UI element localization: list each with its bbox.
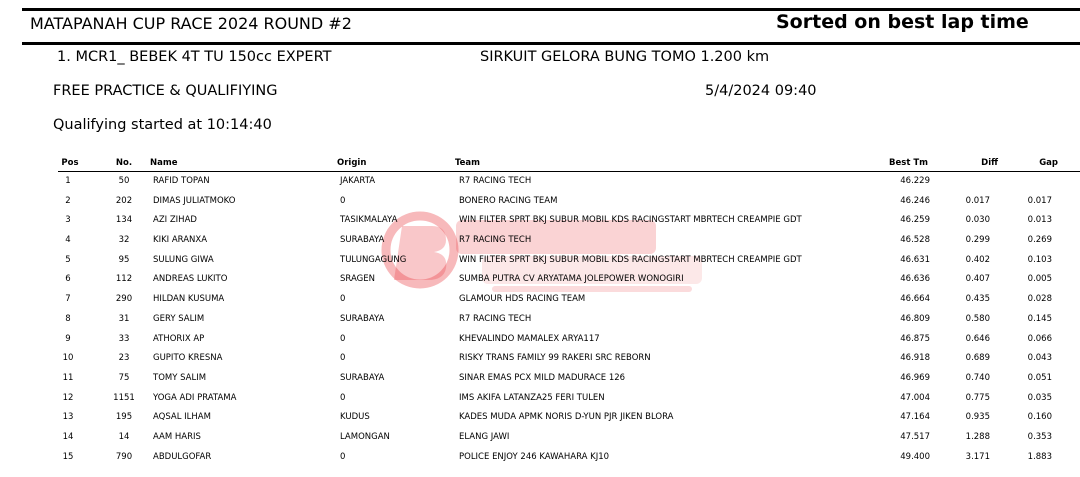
- event-title: MATAPANAH CUP RACE 2024 ROUND #2: [30, 14, 352, 33]
- cell-pos: 7: [65, 294, 71, 305]
- cell-origin: KUDUS: [340, 412, 370, 423]
- cell-pos: 3: [65, 215, 71, 226]
- col-header-no: No.: [115, 158, 133, 168]
- cell-best-time: 46.229: [900, 176, 930, 186]
- cell-number: 112: [115, 274, 133, 285]
- table-row: [0, 172, 1080, 192]
- cell-origin: 0: [340, 353, 346, 364]
- cell-number: 31: [118, 313, 130, 324]
- cell-best-time: 46.918: [900, 353, 930, 364]
- cell-origin: 0: [340, 195, 346, 206]
- cell-origin: JAKARTA: [340, 176, 376, 186]
- cell-team: RISKY TRANS FAMILY 99 RAKERI SRC REBORN: [459, 353, 651, 364]
- cell-diff: 0.402: [965, 254, 990, 265]
- cell-origin: TULUNGAGUNG: [340, 254, 407, 265]
- cell-diff: 0.646: [965, 333, 990, 344]
- cell-best-time: 46.246: [900, 195, 930, 206]
- table-row: [0, 270, 1080, 290]
- cell-number: 202: [115, 195, 133, 206]
- cell-diff: 0.580: [965, 313, 990, 324]
- class-name: 1. MCR1_ BEBEK 4T TU 150cc EXPERT: [57, 49, 332, 65]
- cell-pos: 14: [62, 431, 74, 442]
- cell-gap: 1.883: [1027, 451, 1052, 462]
- cell-team: R7 RACING TECH: [459, 313, 532, 324]
- cell-pos: 8: [65, 313, 71, 324]
- cell-name: ATHORIX AP: [153, 333, 205, 344]
- cell-name: HILDAN KUSUMA: [153, 294, 225, 305]
- cell-origin: SRAGEN: [340, 274, 375, 285]
- cell-team: BONERO RACING TEAM: [459, 195, 558, 206]
- cell-number: 195: [115, 412, 133, 423]
- qualifying-start: Qualifying started at 10:14:40: [53, 117, 272, 133]
- cell-number: 14: [118, 431, 130, 442]
- cell-name: GERY SALIM: [153, 313, 205, 324]
- cell-gap: 0.005: [1027, 274, 1052, 285]
- sort-label: Sorted on best lap time: [776, 11, 1029, 33]
- cell-name: AAM HARIS: [153, 431, 201, 442]
- cell-origin: 0: [340, 392, 346, 403]
- results-table: [0, 155, 1080, 467]
- cell-name: AZI ZIHAD: [153, 215, 197, 226]
- cell-number: 75: [118, 372, 130, 383]
- cell-best-time: 46.631: [900, 254, 930, 265]
- cell-gap: 0.028: [1027, 294, 1052, 305]
- cell-diff: 0.030: [965, 215, 990, 226]
- cell-gap: 0.145: [1027, 313, 1052, 324]
- cell-name: SULUNG GIWA: [153, 254, 214, 265]
- cell-best-time: 46.809: [900, 313, 930, 324]
- table-row: [0, 448, 1080, 468]
- cell-team: R7 RACING TECH: [459, 176, 532, 186]
- table-row: [0, 408, 1080, 428]
- cell-best-time: 46.259: [900, 215, 930, 226]
- cell-team: IMS AKIFA LATANZA25 FERI TULEN: [459, 392, 605, 403]
- cell-number: 134: [115, 215, 133, 226]
- cell-best-time: 47.517: [900, 431, 930, 442]
- cell-pos: 4: [65, 235, 71, 246]
- cell-team: GLAMOUR HDS RACING TEAM: [459, 294, 586, 305]
- col-header-name: Name: [150, 158, 178, 168]
- cell-team: WIN FILTER SPRT BKJ SUBUR MOBIL KDS RACINGSTART MBRTECH CREAMPIE GDT: [459, 254, 802, 265]
- cell-number: 1151: [113, 392, 135, 403]
- table-row: [0, 330, 1080, 350]
- cell-team: KADES MUDA APMK NORIS D-YUN PJR JIKEN BLORA: [459, 412, 674, 423]
- col-header-best-time: Best Tm: [889, 158, 928, 168]
- cell-number: 95: [118, 254, 130, 265]
- cell-diff: 0.017: [965, 195, 990, 206]
- cell-gap: 0.043: [1027, 353, 1052, 364]
- cell-gap: 0.160: [1027, 412, 1052, 423]
- table-row: [0, 231, 1080, 251]
- cell-origin: LAMONGAN: [340, 431, 390, 442]
- cell-origin: SURABAYA: [340, 372, 385, 383]
- cell-team: POLICE ENJOY 246 KAWAHARA KJ10: [459, 451, 610, 462]
- cell-diff: 0.740: [965, 372, 990, 383]
- cell-name: YOGA ADI PRATAMA: [153, 392, 237, 403]
- cell-best-time: 47.004: [900, 392, 930, 403]
- cell-number: 23: [118, 353, 130, 364]
- cell-name: AQSAL ILHAM: [153, 412, 211, 423]
- cell-gap: 0.017: [1027, 195, 1052, 206]
- col-header-gap: Gap: [1039, 158, 1058, 168]
- cell-team: SINAR EMAS PCX MILD MADURACE 126: [459, 372, 626, 383]
- cell-diff: 0.775: [965, 392, 990, 403]
- session-datetime: 5/4/2024 09:40: [705, 83, 817, 99]
- cell-pos: 1: [65, 176, 71, 186]
- table-row: [0, 290, 1080, 310]
- cell-best-time: 46.528: [900, 235, 930, 246]
- cell-team: KHEVALINDO MAMALEX ARYA117: [459, 333, 600, 344]
- table-row: [0, 211, 1080, 231]
- cell-best-time: 46.636: [900, 274, 930, 285]
- cell-best-time: 46.969: [900, 372, 930, 383]
- header-rule: [22, 42, 1080, 45]
- cell-origin: SURABAYA: [340, 313, 385, 324]
- session-name: FREE PRACTICE & QUALIFIYING: [53, 83, 278, 99]
- cell-origin: 0: [340, 294, 346, 305]
- table-row: [0, 251, 1080, 271]
- cell-number: 33: [118, 333, 130, 344]
- cell-pos: 6: [65, 274, 71, 285]
- cell-origin: 0: [340, 451, 346, 462]
- cell-pos: 15: [62, 451, 74, 462]
- cell-diff: 0.299: [965, 235, 990, 246]
- col-header-team: Team: [455, 158, 481, 168]
- cell-gap: 0.269: [1027, 235, 1052, 246]
- table-header-row: [0, 155, 1080, 172]
- cell-best-time: 46.875: [900, 333, 930, 344]
- table-body: [0, 172, 1080, 467]
- cell-pos: 5: [65, 254, 71, 265]
- cell-name: GUPITO KRESNA: [153, 353, 223, 364]
- cell-origin: 0: [340, 333, 346, 344]
- col-header-diff: Diff: [981, 158, 998, 168]
- cell-name: ABDULGOFAR: [153, 451, 212, 462]
- cell-origin: TASIKMALAYA: [340, 215, 398, 226]
- cell-team: ELANG JAWI: [459, 431, 510, 442]
- cell-pos: 11: [62, 372, 74, 383]
- cell-pos: 12: [62, 392, 74, 403]
- cell-pos: 2: [65, 195, 71, 206]
- cell-pos: 9: [65, 333, 71, 344]
- table-row: [0, 192, 1080, 212]
- table-row: [0, 349, 1080, 369]
- col-header-origin: Origin: [337, 158, 367, 168]
- cell-diff: 0.407: [965, 274, 990, 285]
- cell-pos: 13: [62, 412, 74, 423]
- table-row: [0, 389, 1080, 409]
- cell-pos: 10: [62, 353, 74, 364]
- cell-name: TOMY SALIM: [153, 372, 207, 383]
- cell-number: 50: [118, 176, 130, 186]
- cell-name: ANDREAS LUKITO: [153, 274, 228, 285]
- table-row: [0, 428, 1080, 448]
- cell-diff: 0.935: [965, 412, 990, 423]
- cell-diff: 1.288: [965, 431, 990, 442]
- cell-best-time: 47.164: [900, 412, 930, 423]
- cell-diff: 0.435: [965, 294, 990, 305]
- cell-name: RAFID TOPAN: [153, 176, 210, 186]
- cell-name: KIKI ARANXA: [153, 235, 208, 246]
- cell-best-time: 46.664: [900, 294, 930, 305]
- cell-number: 290: [115, 294, 133, 305]
- cell-team: SUMBA PUTRA CV ARYATAMA JOLEPOWER WONOGIRI: [459, 274, 684, 285]
- cell-gap: 0.051: [1027, 372, 1052, 383]
- cell-gap: 0.353: [1027, 431, 1052, 442]
- cell-origin: SURABAYA: [340, 235, 385, 246]
- cell-gap: 0.103: [1027, 254, 1052, 265]
- cell-diff: 3.171: [965, 451, 990, 462]
- cell-number: 32: [118, 235, 130, 246]
- cell-gap: 0.066: [1027, 333, 1052, 344]
- table-row: [0, 369, 1080, 389]
- cell-best-time: 49.400: [900, 451, 930, 462]
- table-row: [0, 310, 1080, 330]
- cell-gap: 0.013: [1027, 215, 1052, 226]
- cell-name: DIMAS JULIATMOKO: [153, 195, 236, 206]
- cell-diff: 0.689: [965, 353, 990, 364]
- circuit-name: SIRKUIT GELORA BUNG TOMO 1.200 km: [480, 49, 770, 65]
- cell-team: R7 RACING TECH: [459, 235, 532, 246]
- cell-team: WIN FILTER SPRT BKJ SUBUR MOBIL KDS RACINGSTART MBRTECH CREAMPIE GDT: [459, 215, 802, 226]
- cell-gap: 0.035: [1027, 392, 1052, 403]
- cell-number: 790: [115, 451, 133, 462]
- col-header-pos: Pos: [61, 158, 79, 168]
